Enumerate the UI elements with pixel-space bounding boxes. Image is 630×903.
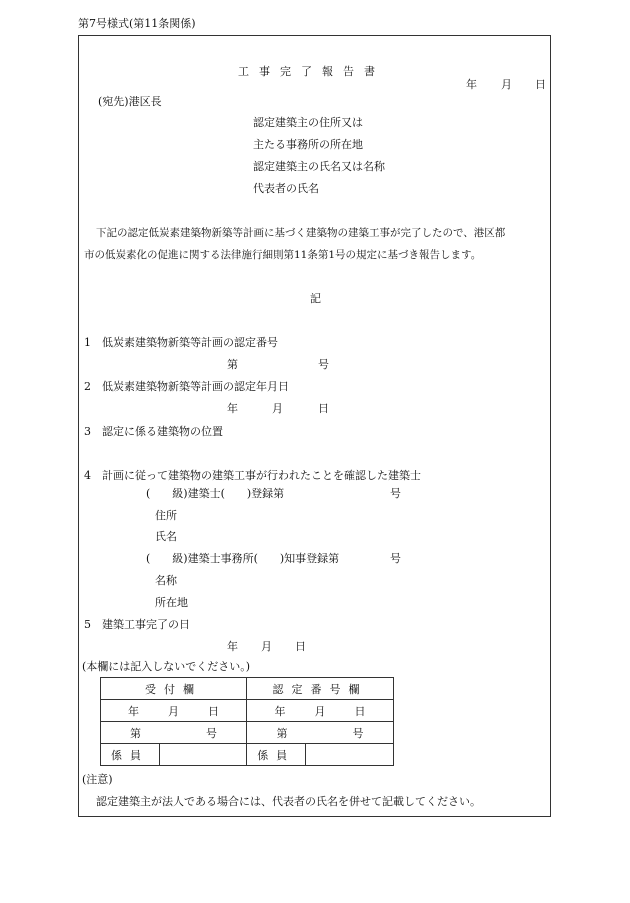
reception-go: 号 (206, 726, 217, 740)
reception-dai: 第 (130, 726, 141, 740)
item4-office-go: 号 (390, 552, 401, 565)
item5-number: 5 (84, 618, 91, 631)
applicant-rep-line: 代表者の氏名 (253, 182, 319, 195)
reception-date-cell (101, 700, 247, 722)
cert-clerk-label: 係員 (247, 744, 306, 766)
item3-label: 認定に係る建築物の位置 (102, 425, 223, 438)
item4-architect-registration: ( 級)建築士( )登録第 (146, 487, 285, 500)
applicant-name-line: 認定建築主の氏名又は名称 (253, 160, 385, 173)
item4-office-name: 名称 (155, 574, 177, 587)
registry-table (100, 677, 394, 766)
date-month: 月 (501, 78, 512, 91)
reception-year: 年 (128, 704, 139, 718)
item4-label: 計画に従って建築物の建築工事が行われたことを確認した建築士 (102, 469, 421, 482)
item2-number: 2 (84, 380, 91, 393)
reception-clerk-label: 係員 (101, 744, 160, 766)
ki-heading: 記 (310, 292, 321, 305)
item2-month: 月 (272, 402, 283, 415)
item5-month: 月 (261, 640, 272, 653)
item1-go: 号 (318, 358, 329, 371)
item4-architect-address: 住所 (155, 509, 177, 522)
reception-day: 日 (208, 704, 219, 718)
caution-text: 認定建築主が法人である場合には、代表者の氏名を併せて記載してください。 (96, 795, 481, 808)
item1-dai: 第 (227, 358, 238, 371)
cert-date-cell (247, 700, 394, 722)
cert-clerk-blank (306, 744, 394, 766)
cert-year: 年 (274, 704, 286, 718)
item5-year: 年 (227, 640, 238, 653)
reception-month: 月 (168, 704, 179, 718)
item5-label: 建築工事完了の日 (102, 618, 190, 631)
caution-label: (注意) (82, 773, 113, 786)
date-day: 日 (535, 78, 546, 91)
item1-label: 低炭素建築物新築等計画の認定番号 (102, 336, 278, 349)
item4-office-registration: ( 級)建築士事務所( )知事登録第 (146, 552, 340, 565)
item4-number: 4 (84, 469, 91, 482)
cert-go: 号 (352, 726, 364, 740)
cert-number-header: 認定番号欄 (247, 678, 394, 700)
applicant-address-line1: 認定建築主の住所又は (253, 116, 363, 129)
cert-dai: 第 (276, 726, 288, 740)
item2-day: 日 (318, 402, 329, 415)
item2-year: 年 (227, 402, 238, 415)
item1-number: 1 (84, 336, 91, 349)
cert-day: 日 (354, 704, 366, 718)
cert-number-cell (247, 722, 394, 744)
form-number: 第7号様式(第11条関係) (78, 17, 196, 30)
body-text-line1: 下記の認定低炭素建築物新築等計画に基づく建築物の建築工事が完了したので、港区都 (96, 227, 506, 239)
note-blank: (本欄には記入しないでください。) (82, 660, 251, 673)
item2-label: 低炭素建築物新築等計画の認定年月日 (102, 380, 289, 393)
item4-architect-name: 氏名 (155, 530, 177, 543)
item3-number: 3 (84, 425, 91, 438)
body-text-line2: 市の低炭素化の促進に関する法律施行細則第11条第1号の規定に基づき報告します。 (84, 249, 482, 261)
reception-header: 受付欄 (101, 678, 247, 700)
item5-day: 日 (295, 640, 306, 653)
applicant-address-line2: 主たる事務所の所在地 (253, 138, 363, 151)
reception-clerk-blank (160, 744, 247, 766)
item4-office-location: 所在地 (155, 596, 188, 609)
date-year: 年 (466, 78, 477, 91)
addressee: (宛先)港区長 (98, 95, 162, 108)
form-title: 工事完了報告書 (238, 65, 385, 78)
cert-month: 月 (314, 704, 326, 718)
item4-architect-go: 号 (390, 487, 401, 500)
reception-number-cell (101, 722, 247, 744)
